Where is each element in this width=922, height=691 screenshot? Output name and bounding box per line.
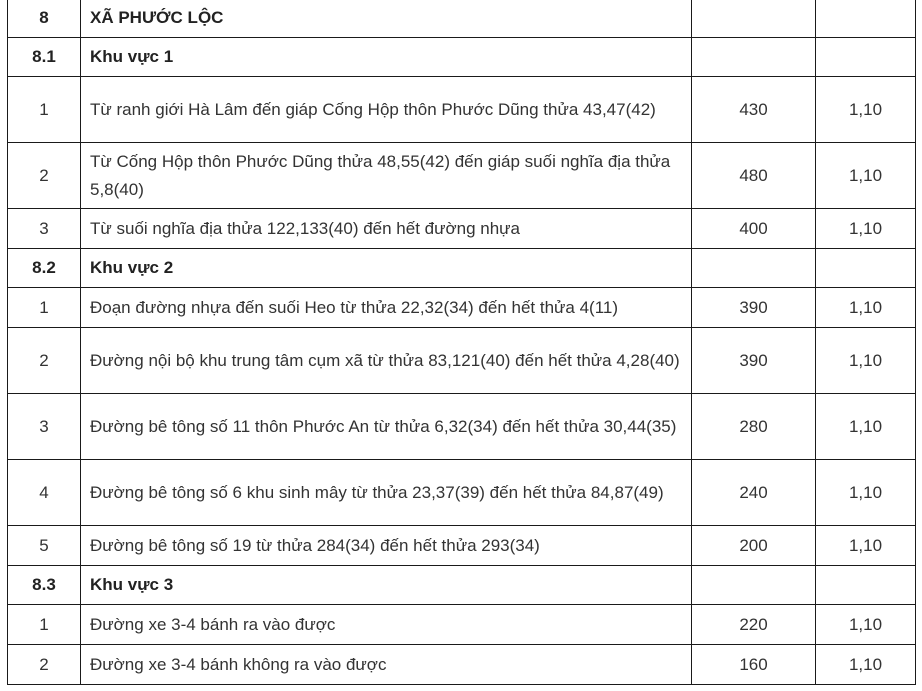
zone-header-row [8, 249, 916, 288]
row-description: Đường bê tông số 11 thôn Phước An từ thửa 6,32(34) đến hết thửa 30,44(35) [81, 394, 692, 460]
row-number: 1 [8, 77, 81, 143]
commune-name: XÃ PHƯỚC LỘC [81, 0, 692, 38]
row-number: 2 [8, 645, 81, 685]
row-description: Đường xe 3-4 bánh ra vào được [81, 605, 692, 645]
row-number: 5 [8, 526, 81, 566]
commune-header-row [8, 0, 916, 38]
row-number: 1 [8, 605, 81, 645]
zone-index: 8.1 [8, 38, 81, 77]
table-row [8, 645, 916, 685]
row-price: 480 [692, 143, 816, 209]
table-row [8, 288, 916, 328]
land-price-table [7, 0, 916, 685]
commune-index: 8 [8, 0, 81, 38]
row-price: 390 [692, 288, 816, 328]
empty-cell [816, 0, 916, 38]
row-price: 430 [692, 77, 816, 143]
row-price: 160 [692, 645, 816, 685]
row-price: 240 [692, 460, 816, 526]
row-price: 220 [692, 605, 816, 645]
zone-name: Khu vực 1 [81, 38, 692, 77]
row-description: Đường nội bộ khu trung tâm cụm xã từ thửa 83,121(40) đến hết thửa 4,28(40) [81, 328, 692, 394]
table-row [8, 77, 916, 143]
row-description: Đường bê tông số 6 khu sinh mây từ thửa 23,37(39) đến hết thửa 84,87(49) [81, 460, 692, 526]
empty-cell [692, 0, 816, 38]
zone-index: 8.2 [8, 249, 81, 288]
row-coefficient: 1,10 [816, 288, 916, 328]
row-coefficient: 1,10 [816, 209, 916, 249]
row-coefficient: 1,10 [816, 394, 916, 460]
empty-cell [692, 566, 816, 605]
table-row [8, 526, 916, 566]
empty-cell [816, 38, 916, 77]
row-description: Từ suối nghĩa địa thửa 122,133(40) đến hết đường nhựa [81, 209, 692, 249]
row-coefficient: 1,10 [816, 143, 916, 209]
empty-cell [692, 38, 816, 77]
row-coefficient: 1,10 [816, 645, 916, 685]
empty-cell [692, 249, 816, 288]
row-number: 2 [8, 143, 81, 209]
empty-cell [816, 566, 916, 605]
row-description: Đoạn đường nhựa đến suối Heo từ thửa 22,32(34) đến hết thửa 4(11) [81, 288, 692, 328]
row-number: 3 [8, 394, 81, 460]
row-coefficient: 1,10 [816, 526, 916, 566]
row-coefficient: 1,10 [816, 328, 916, 394]
row-coefficient: 1,10 [816, 460, 916, 526]
row-number: 3 [8, 209, 81, 249]
table-row [8, 328, 916, 394]
zone-name: Khu vực 3 [81, 566, 692, 605]
row-description: Đường xe 3-4 bánh không ra vào được [81, 645, 692, 685]
table-row [8, 143, 916, 209]
zone-header-row [8, 38, 916, 77]
row-description: Từ ranh giới Hà Lâm đến giáp Cống Hộp thôn Phước Dũng thửa 43,47(42) [81, 77, 692, 143]
table-row [8, 209, 916, 249]
zone-header-row [8, 566, 916, 605]
row-number: 4 [8, 460, 81, 526]
row-price: 200 [692, 526, 816, 566]
row-number: 1 [8, 288, 81, 328]
table-row [8, 460, 916, 526]
row-price: 390 [692, 328, 816, 394]
row-description: Đường bê tông số 19 từ thửa 284(34) đến hết thửa 293(34) [81, 526, 692, 566]
row-price: 280 [692, 394, 816, 460]
table-row [8, 605, 916, 645]
row-price: 400 [692, 209, 816, 249]
row-description: Từ Cống Hộp thôn Phước Dũng thửa 48,55(42) đến giáp suối nghĩa địa thửa 5,8(40) [81, 143, 692, 209]
row-coefficient: 1,10 [816, 605, 916, 645]
zone-index: 8.3 [8, 566, 81, 605]
row-coefficient: 1,10 [816, 77, 916, 143]
row-number: 2 [8, 328, 81, 394]
table-row [8, 394, 916, 460]
empty-cell [816, 249, 916, 288]
zone-name: Khu vực 2 [81, 249, 692, 288]
